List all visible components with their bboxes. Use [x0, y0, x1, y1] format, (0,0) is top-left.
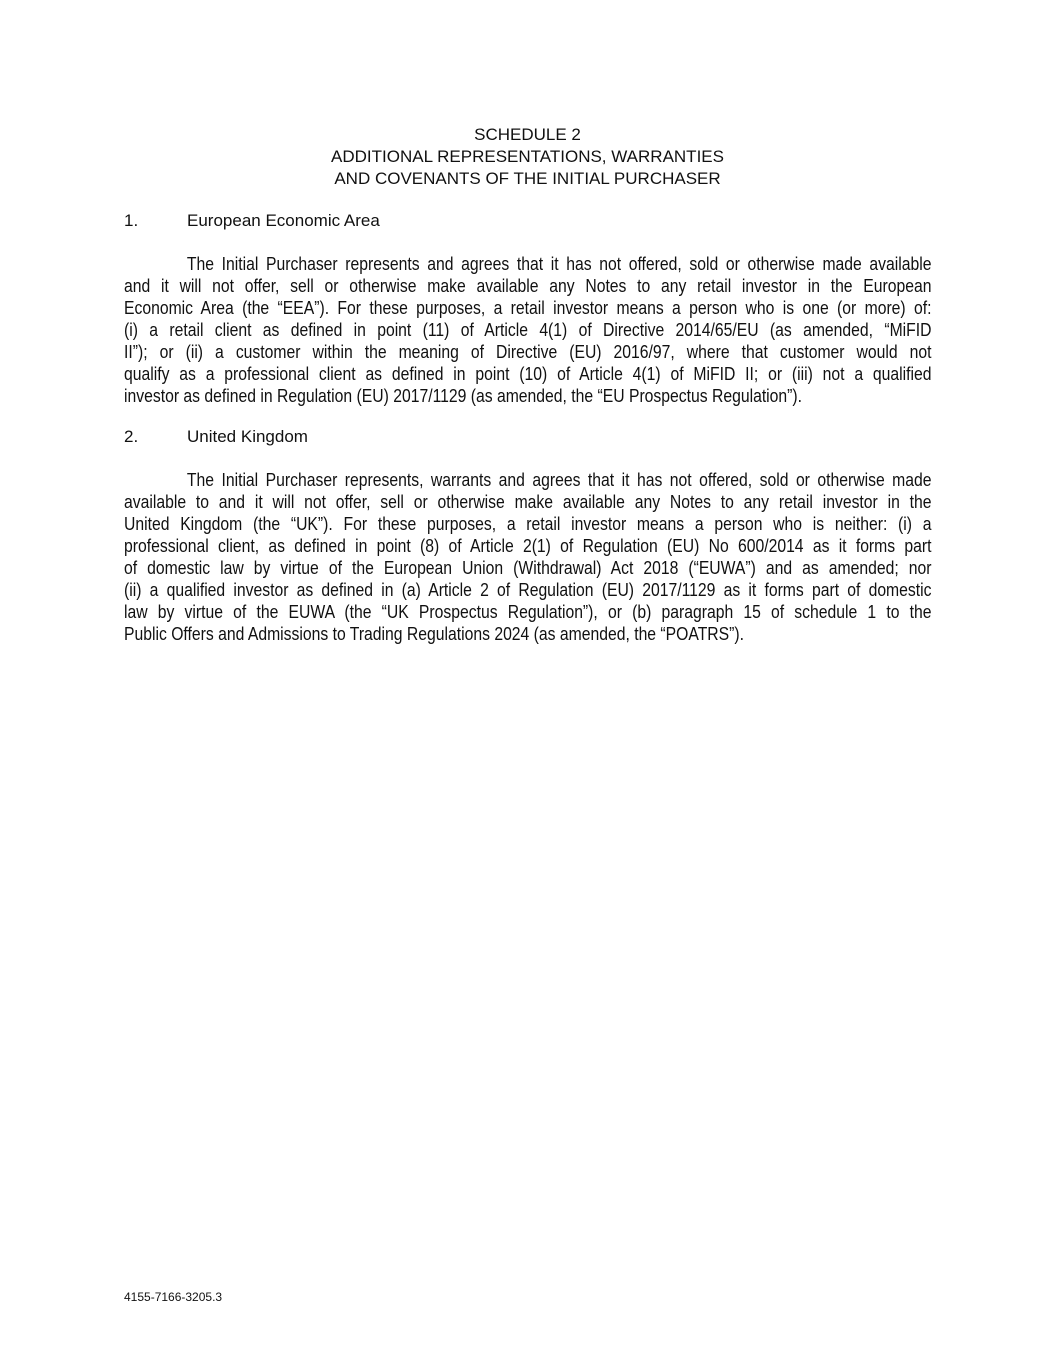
text-line: The Initial Purchaser represents and agrees that it has not offered, sold or otherwise made available — [186, 253, 932, 274]
section-number: 2. — [124, 427, 139, 446]
schedule-title-line1: ADDITIONAL REPRESENTATIONS, WARRANTIES — [331, 147, 724, 166]
text-line: investor as defined in Regulation (EU) 2017/1129 (as amended, the “EU Prospectus Regulation”). — [124, 385, 803, 406]
paragraph-eea — [124, 253, 932, 407]
text-line: qualify as a professional client as defined in point (10) of Article 4(1) of MiFID II; or (iii) not a qualified — [124, 363, 932, 384]
text-line: Public Offers and Admissions to Trading Regulations 2024 (as amended, the “POATRS”). — [124, 623, 744, 644]
text-line: (i) a retail client as defined in point (11) of Article 4(1) of Directive 2014/65/EU (as amended, “MiFID — [124, 319, 932, 340]
paragraph-uk — [124, 469, 932, 645]
schedule-number: SCHEDULE 2 — [474, 125, 581, 144]
section-heading-eea — [124, 210, 380, 232]
schedule-title-line2: AND COVENANTS OF THE INITIAL PURCHASER — [334, 169, 721, 188]
section-heading-uk — [124, 426, 308, 448]
text-line: The Initial Purchaser represents, warrants and agrees that it has not offered, sold or otherwise made — [186, 469, 932, 490]
text-line: law by virtue of the EUWA (the “UK Prospectus Regulation”), or (b) paragraph 15 of schedule 1 to the — [124, 601, 932, 622]
text-line: professional client, as defined in point (8) of Article 2(1) of Regulation (EU) No 600/2014 as it forms part — [124, 535, 932, 556]
text-line: (ii) a qualified investor as defined in (a) Article 2 of Regulation (EU) 2017/1129 as it forms part of domestic — [124, 579, 932, 600]
text-line: II”); or (ii) a customer within the meaning of Directive (EU) 2016/97, where that customer would not — [124, 341, 932, 362]
text-line: United Kingdom (the “UK”). For these purposes, a retail investor means a person who is neither: (i) a — [124, 513, 932, 534]
document-id-footer: 4155-7166-3205.3 — [124, 1290, 223, 1304]
section-number: 1. — [124, 211, 139, 230]
section-title: European Economic Area — [187, 211, 380, 230]
section-title: United Kingdom — [187, 427, 308, 446]
text-line: of domestic law by virtue of the European Union (Withdrawal) Act 2018 (“EUWA”) and as amended; nor — [124, 557, 932, 578]
text-line: Economic Area (the “EEA”). For these purposes, a retail investor means a person who is one (or more) of: — [124, 297, 932, 318]
text-line: available to and it will not offer, sell or otherwise make available any Notes to any retail investor in the — [124, 491, 932, 512]
text-line: and it will not offer, sell or otherwise make available any Notes to any retail investor in the European — [124, 275, 932, 296]
